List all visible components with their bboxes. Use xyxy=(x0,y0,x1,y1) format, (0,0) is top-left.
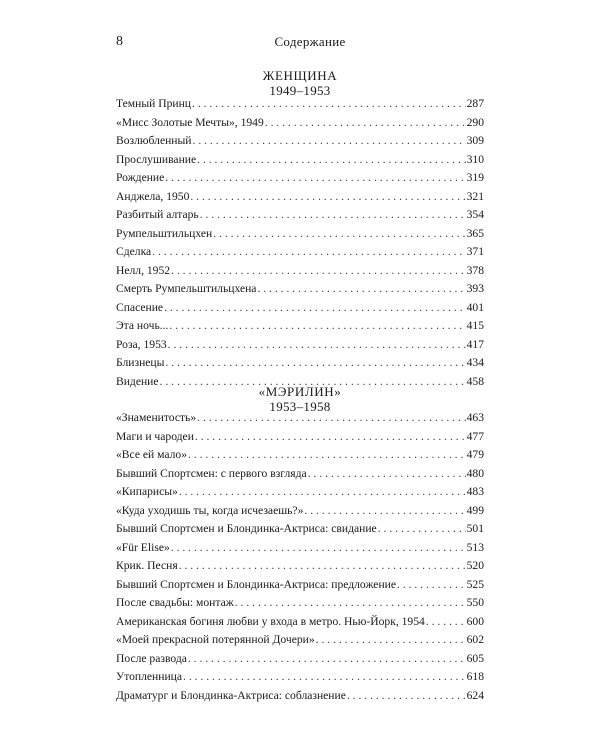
dot-leader xyxy=(193,134,466,147)
toc-entry[interactable] xyxy=(116,411,484,430)
toc-entry-page: 434 xyxy=(466,356,484,369)
toc-entry[interactable] xyxy=(116,578,484,597)
dot-leader xyxy=(304,504,465,517)
toc-entry[interactable] xyxy=(116,116,484,135)
toc-entry[interactable] xyxy=(116,134,484,153)
toc-entry-page: 501 xyxy=(466,522,484,535)
toc-entry-title: Анджела, 1950 xyxy=(116,189,190,203)
toc-entry[interactable] xyxy=(116,596,484,615)
toc-entry-title: Близнецы xyxy=(116,356,165,369)
toc-entry-title: Спасение xyxy=(116,300,164,314)
toc-entry-page: 550 xyxy=(466,596,484,609)
toc-entry[interactable] xyxy=(116,522,484,541)
toc-entry-page: 499 xyxy=(466,503,484,517)
toc-entry[interactable] xyxy=(116,633,484,652)
toc-entry-page: 415 xyxy=(466,319,484,332)
section-years: 1949–1953 xyxy=(269,83,331,98)
toc-entry[interactable] xyxy=(116,670,484,689)
toc-entry-page: 309 xyxy=(466,134,484,147)
toc-entry-title: Прослушивание xyxy=(116,152,197,166)
dot-leader xyxy=(257,282,465,295)
section-heading-woman xyxy=(116,68,484,98)
toc-list-woman xyxy=(116,97,484,393)
toc-entry[interactable] xyxy=(116,153,484,172)
dot-leader xyxy=(171,264,466,277)
toc-list-marilyn xyxy=(116,411,484,707)
toc-entry-page: 605 xyxy=(466,651,484,665)
toc-entry-page: 319 xyxy=(466,171,484,184)
toc-entry-page: 287 xyxy=(466,97,484,110)
toc-entry-page: 378 xyxy=(466,263,484,277)
toc-entry-page: 401 xyxy=(466,300,484,314)
toc-entry[interactable] xyxy=(116,689,484,708)
toc-entry-page: 477 xyxy=(466,429,484,443)
toc-entry[interactable] xyxy=(116,97,484,116)
toc-entry[interactable] xyxy=(116,319,484,338)
dot-leader xyxy=(171,541,466,554)
dot-leader xyxy=(347,689,466,702)
section-title: ЖЕНЩИНА xyxy=(262,68,338,83)
dot-leader xyxy=(426,615,466,628)
toc-entry-title: Возлюбленный xyxy=(116,134,192,147)
toc-entry[interactable] xyxy=(116,171,484,190)
toc-entry-title: «Куда уходишь ты, когда исчезаешь?» xyxy=(116,503,304,517)
dot-leader xyxy=(308,467,466,480)
toc-entry[interactable] xyxy=(116,301,484,320)
toc-entry-title: Бывший Спортсмен и Блондинка-Актриса: свидание xyxy=(116,522,377,535)
dot-leader xyxy=(169,319,465,332)
toc-entry[interactable] xyxy=(116,338,484,357)
toc-entry-page: 520 xyxy=(466,559,484,572)
toc-entry-page: 417 xyxy=(466,337,484,351)
dot-leader xyxy=(164,301,466,314)
dot-leader xyxy=(179,485,466,498)
toc-entry[interactable] xyxy=(116,504,484,523)
toc-entry-title: «Знаменитость» xyxy=(116,411,197,424)
toc-entry-page: 321 xyxy=(466,189,484,203)
toc-entry[interactable] xyxy=(116,467,484,486)
toc-entry-page: 463 xyxy=(466,411,484,424)
toc-entry-page: 365 xyxy=(466,226,484,240)
dot-leader xyxy=(152,245,465,258)
toc-entry[interactable] xyxy=(116,356,484,375)
toc-entry-page: 458 xyxy=(466,374,484,388)
toc-entry-title: «Мисс Золотые Мечты», 1949 xyxy=(116,115,264,129)
toc-entry-page: 624 xyxy=(466,688,484,702)
dot-leader xyxy=(165,171,465,184)
toc-entry-title: «Кипарисы» xyxy=(116,485,178,498)
dot-leader xyxy=(188,652,466,665)
dot-leader xyxy=(192,97,466,110)
toc-entry-page: 525 xyxy=(466,577,484,591)
toc-entry-title: Рождение xyxy=(116,171,165,184)
toc-entry-title: Бывший Спортсмен и Блондинка-Актриса: предложение xyxy=(116,577,396,591)
toc-entry-page: 483 xyxy=(466,485,484,498)
toc-entry-title: Драматург и Блондинка-Актриса: соблазнение xyxy=(116,688,346,702)
toc-entry[interactable] xyxy=(116,190,484,209)
toc-entry[interactable] xyxy=(116,559,484,578)
toc-entry-title: «Für Elise» xyxy=(116,540,170,554)
toc-entry-page: 618 xyxy=(466,670,484,683)
toc-entry-title: Смерть Румпельштильцхена xyxy=(116,282,257,295)
toc-entry-page: 371 xyxy=(466,245,484,258)
toc-entry-title: Роза, 1953 xyxy=(116,337,167,351)
toc-entry-page: 513 xyxy=(466,540,484,554)
dot-leader xyxy=(235,596,466,609)
dot-leader xyxy=(200,208,466,221)
toc-entry[interactable] xyxy=(116,652,484,671)
toc-entry-title: Сделка xyxy=(116,245,152,258)
toc-entry-page: 479 xyxy=(466,448,484,461)
toc-entry-page: 310 xyxy=(466,152,484,166)
toc-entry-title: Румпельштильцхен xyxy=(116,226,213,240)
toc-entry[interactable] xyxy=(116,282,484,301)
toc-entry-title: «Моей прекрасной потерянной Дочери» xyxy=(116,633,315,646)
dot-leader xyxy=(397,578,466,591)
dot-leader xyxy=(213,227,465,240)
toc-entry-title: Утопленница xyxy=(116,670,183,683)
dot-leader xyxy=(197,153,465,166)
toc-entry-title: Разбитый алтарь xyxy=(116,208,199,221)
dot-leader xyxy=(195,430,466,443)
toc-entry[interactable] xyxy=(116,615,484,634)
dot-leader xyxy=(190,190,465,203)
toc-entry-page: 393 xyxy=(466,282,484,295)
toc-entry[interactable] xyxy=(116,448,484,467)
toc-entry-title: Американская богиня любви у входа в метро. Нью-Йорк, 1954 xyxy=(116,614,425,628)
dot-leader xyxy=(378,522,466,535)
dot-leader xyxy=(183,670,466,683)
toc-entry-title: Нелл, 1952 xyxy=(116,263,171,277)
dot-leader xyxy=(168,338,466,351)
toc-entry[interactable] xyxy=(116,485,484,504)
toc-entry[interactable] xyxy=(116,208,484,227)
toc-entry[interactable] xyxy=(116,430,484,449)
toc-entry[interactable] xyxy=(116,541,484,560)
toc-entry-title: Эта ночь... xyxy=(116,319,169,332)
dot-leader xyxy=(165,356,465,369)
toc-entry-title: Бывший Спортсмен: с первого взгляда xyxy=(116,466,307,480)
dot-leader xyxy=(316,633,466,646)
toc-entry-page: 600 xyxy=(466,614,484,628)
toc-entry[interactable] xyxy=(116,227,484,246)
toc-entry-title: Крик. Песня xyxy=(116,559,178,572)
dot-leader xyxy=(265,116,466,129)
dot-leader xyxy=(188,448,466,461)
toc-entry-page: 480 xyxy=(466,466,484,480)
toc-entry-page: 290 xyxy=(466,115,484,129)
toc-entry[interactable] xyxy=(116,264,484,283)
toc-entry[interactable] xyxy=(116,245,484,264)
toc-entry-title: Темный Принц xyxy=(116,97,192,110)
toc-entry-title: Маги и чародеи xyxy=(116,429,194,443)
toc-entry-page: 602 xyxy=(466,633,484,646)
toc-entry-page: 354 xyxy=(466,208,484,221)
toc-entry-title: После свадьбы: монтаж xyxy=(116,596,234,609)
toc-entry-title: Видение xyxy=(116,374,159,388)
toc-entry-title: После развода xyxy=(116,651,187,665)
dot-leader xyxy=(197,411,465,424)
section-years: 1953–1958 xyxy=(269,399,331,414)
section-heading-marilyn xyxy=(116,384,484,414)
dot-leader xyxy=(179,559,466,572)
running-title: Содержание xyxy=(274,34,346,49)
toc-entry-title: «Все ей мало» xyxy=(116,448,187,461)
page-number: 8 xyxy=(116,34,124,49)
section-title: «МЭРИЛИН» xyxy=(258,384,342,399)
